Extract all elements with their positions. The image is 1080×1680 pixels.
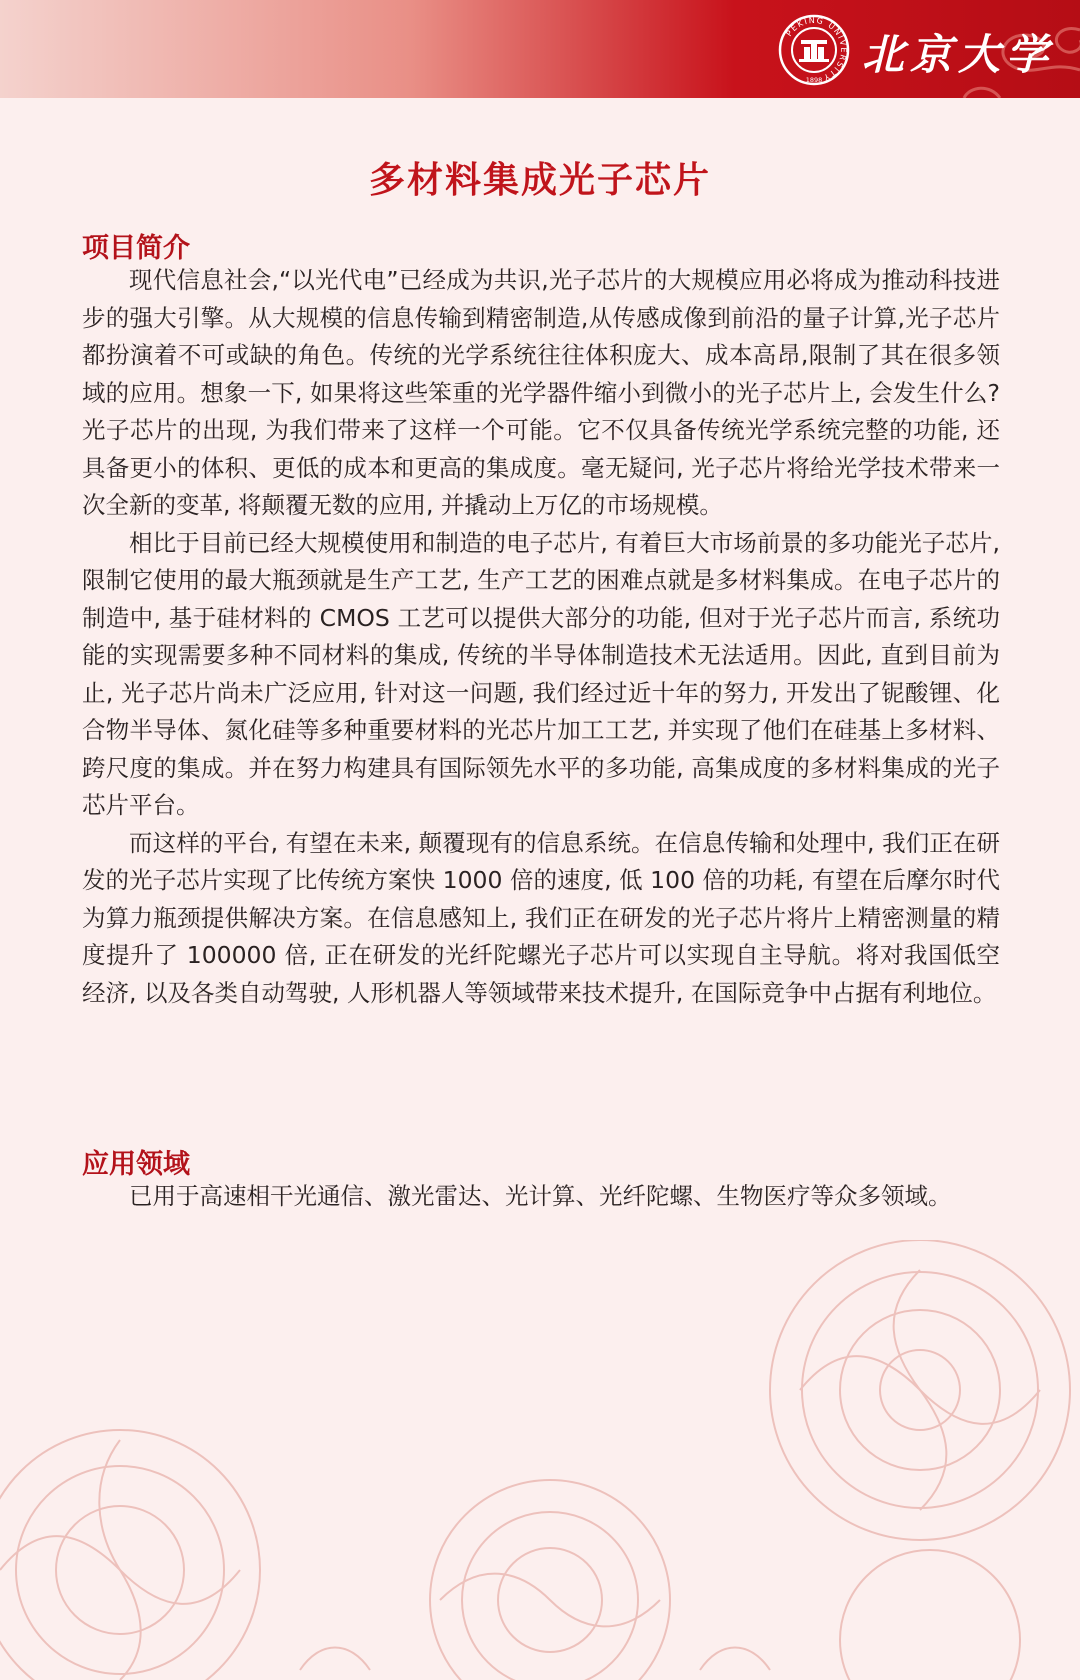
intro-paragraph: 相比于目前已经大规模使用和制造的电子芯片, 有着巨大市场前景的多功能光子芯片, 限制它使用的最大瓶颈就是生产工艺, 生产工艺的困难点就是多材料集成。在电子芯片的制造中, 基于硅材料的 CMOS 工艺可以提供大部分的功能, 但对于光子芯片而言, 系统功能的实现需要多种不同材料的集成, 传统的半导体制造技术无法适用。因此, 直到目前为止, 光子芯片尚未广泛应用, 针对这一问题, 我们经过近十年的努力, 开发出了铌酸锂、化合物半导体、氮化硅等多种重要材料的光芯片加工工艺, 并实现了他们在硅基上多材料、跨尺度的集成。并在努力构建具有国际领先水平的多功能, 高集成度的多材料集成的光子芯片平台。 (82, 528, 1000, 819)
university-logo (778, 14, 850, 86)
intro-paragraph: 现代信息社会,“以光代电”已经成为共识,光子芯片的大规模应用必将成为推动科技进步的强大引擎。从大规模的信息传输到精密制造,从传感成像到前沿的量子计算,光子芯片都扮演着不可或缺的角色。传统的光学系统往往体积庞大、成本高昂,限制了其在很多领域的应用。想象一下, 如果将这些笨重的光学器件缩小到微小的光子芯片上, 会发生什么? 光子芯片的出现, 为我们带来了这样一个可能。它不仅具备传统光学系统完整的功能, 还具备更小的体积、更低的成本和更高的集成度。毫无疑问, 光子芯片将给光学技术带来一次全新的变革, 将颠覆无数的应用, 并撬动上万亿的市场规模。 (82, 266, 1000, 519)
page-title: 多材料集成光子芯片 (368, 160, 711, 201)
floral-pattern-icon (0, 1240, 1080, 1680)
applications-heading: 应用领域 (82, 1149, 190, 1180)
applications-text: 已用于高速相干光通信、激光雷达、光计算、光纤陀螺、生物医疗等众多领域。 (129, 1182, 952, 1210)
header-banner (0, 0, 1080, 98)
pku-emblem-icon (778, 14, 850, 86)
university-wordmark: 北京大学 (862, 30, 1055, 79)
intro-body (82, 262, 1000, 1012)
intro-heading: 项目简介 (82, 233, 190, 264)
logo-ring-text: PEKING UNIVERSITY (784, 15, 849, 83)
applications-body (82, 1178, 1000, 1216)
intro-paragraph: 而这样的平台, 有望在未来, 颠覆现有的信息系统。在信息传输和处理中, 我们正在研发的光子芯片实现了比传统方案快 1000 倍的速度, 低 100 倍的功耗, 有望在后摩尔时代为算力瓶颈提供解决方案。在信息感知上, 我们正在研发的光子芯片将片上精密测量的精度提升了 100000 倍, 正在研发的光纤陀螺光子芯片可以实现自主导航。将对我国低空经济, 以及各类自动驾驶, 人形机器人等领域带来技术提升, 在国际竞争中占据有利地位。 (82, 828, 1000, 1007)
logo-year: 1898 (805, 76, 823, 84)
